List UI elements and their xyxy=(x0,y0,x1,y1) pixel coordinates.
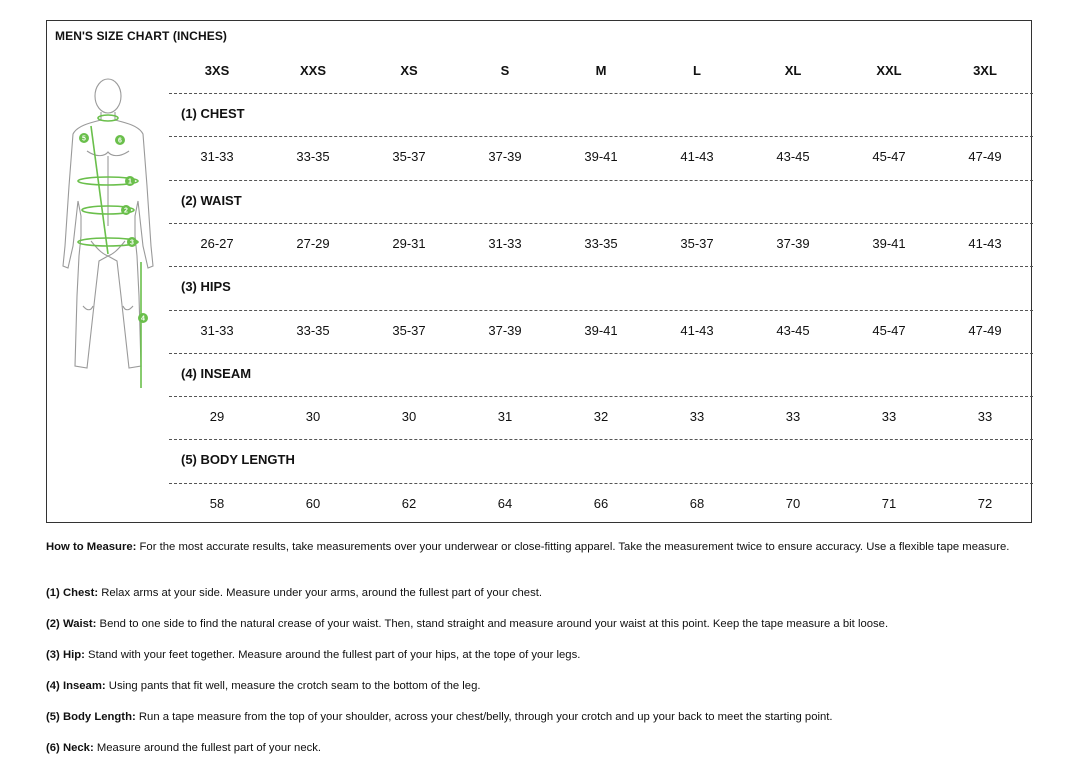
size-value-cell: 37-39 xyxy=(776,235,810,251)
size-value-cell: 30 xyxy=(401,409,417,425)
size-value-cell: 70 xyxy=(785,495,801,511)
size-value-cell: 30 xyxy=(305,409,321,425)
marker-5: 5 xyxy=(82,135,86,143)
size-value-cell: 29-31 xyxy=(392,235,426,251)
size-value-cell: 29 xyxy=(209,409,225,425)
size-value-cell: 64 xyxy=(497,495,513,511)
size-value-cell: 35-37 xyxy=(392,322,426,338)
size-value-cell: 33 xyxy=(785,409,801,425)
note-body-length: (5) Body Length: Run a tape measure from the top of your shoulder, across your chest/belly, through your crotch and up your back to meet the starting point. xyxy=(46,711,833,723)
size-header-xs: XS xyxy=(400,63,418,78)
note-inseam: (4) Inseam: Using pants that fit well, measure the crotch seam to the bottom of the leg. xyxy=(46,680,481,692)
chart-title: MEN'S SIZE CHART (INCHES) xyxy=(55,29,228,43)
size-header-s: S xyxy=(500,63,510,78)
size-value-cell: 39-41 xyxy=(872,235,906,251)
size-header-m: M xyxy=(595,63,607,78)
size-value-cell: 33 xyxy=(689,409,705,425)
note-hip: (3) Hip: Stand with your feet together. Measure around the fullest part of your hips, at the tope of your legs. xyxy=(46,649,581,661)
size-value-cell: 35-37 xyxy=(392,149,426,165)
measure-lines xyxy=(78,115,141,388)
size-value-cell: 26-27 xyxy=(200,235,234,251)
size-value-cell: 43-45 xyxy=(776,149,810,165)
section-label: (2) WAIST xyxy=(181,192,242,208)
size-value-cell: 33 xyxy=(977,409,993,425)
size-value-cell: 58 xyxy=(209,495,225,511)
size-value-cell: 31 xyxy=(497,409,513,425)
marker-1: 1 xyxy=(128,178,132,186)
row-separator xyxy=(169,439,1033,440)
section-label: (3) HIPS xyxy=(181,279,231,295)
size-value-cell: 43-45 xyxy=(776,322,810,338)
note-chest: (1) Chest: Relax arms at your side. Measure under your arms, around the fullest part of your chest. xyxy=(46,587,543,599)
row-separator xyxy=(169,266,1033,267)
size-value-cell: 60 xyxy=(305,495,321,511)
note-waist: (2) Waist: Bend to one side to find the natural crease of your waist. Then, stand straight and measure around your waist at this point. Keep the tape measure a bit loose. xyxy=(46,618,889,630)
row-separator xyxy=(169,93,1033,94)
size-header-3xs: 3XS xyxy=(204,63,230,78)
size-value-cell: 33-35 xyxy=(584,235,618,251)
size-value-cell: 39-41 xyxy=(584,322,618,338)
size-header-xl: XL xyxy=(784,63,802,78)
size-value-cell: 32 xyxy=(593,409,609,425)
size-header-row xyxy=(169,51,1033,91)
note-neck: (6) Neck: Measure around the fullest part of your neck. xyxy=(46,742,322,754)
marker-6: 6 xyxy=(118,137,122,145)
body-outline xyxy=(63,79,153,368)
body-measurement-figure xyxy=(53,76,163,394)
size-value-cell: 37-39 xyxy=(488,149,522,165)
size-header-xxs: XXS xyxy=(299,63,326,78)
section-label: (4) INSEAM xyxy=(181,365,252,381)
size-value-cell: 71 xyxy=(881,495,897,511)
size-header-l: L xyxy=(693,63,701,78)
figure-marker-dots xyxy=(79,133,148,323)
size-value-cell: 45-47 xyxy=(872,149,906,165)
size-value-cell: 31-33 xyxy=(200,322,234,338)
size-header-3xl: 3XL xyxy=(973,63,997,78)
size-value-cell: 27-29 xyxy=(296,235,330,251)
row-separator xyxy=(169,180,1033,181)
size-value-cell: 66 xyxy=(593,495,609,511)
size-value-cell: 68 xyxy=(689,495,705,511)
row-separator xyxy=(169,353,1033,354)
size-value-cell: 41-43 xyxy=(680,322,714,338)
size-chart xyxy=(46,20,1032,523)
size-value-cell: 47-49 xyxy=(968,322,1002,338)
size-value-cell: 39-41 xyxy=(584,149,618,165)
size-value-cell: 33-35 xyxy=(296,149,330,165)
size-value-cell: 35-37 xyxy=(680,235,714,251)
section-label: (5) BODY LENGTH xyxy=(181,452,295,468)
size-value-cell: 31-33 xyxy=(488,235,522,251)
size-value-cell: 41-43 xyxy=(968,235,1002,251)
size-header-xxl: XXL xyxy=(876,63,902,78)
size-value-cell: 41-43 xyxy=(680,149,714,165)
marker-4: 4 xyxy=(141,315,145,323)
marker-2: 2 xyxy=(124,207,128,215)
size-value-cell: 62 xyxy=(401,495,417,511)
size-value-cell: 47-49 xyxy=(968,149,1002,165)
size-value-cell: 31-33 xyxy=(200,149,234,165)
size-value-cell: 37-39 xyxy=(488,322,522,338)
size-value-cell: 45-47 xyxy=(872,322,906,338)
size-value-cell: 72 xyxy=(977,495,993,511)
size-value-cell: 33 xyxy=(881,409,897,425)
note-how-to-measure: How to Measure: For the most accurate results, take measurements over your underwear or close-fitting apparel. Take the measurement twice to ensure accuracy. Use a flexible tape measure. xyxy=(46,541,1010,553)
size-value-cell: 33-35 xyxy=(296,322,330,338)
marker-3: 3 xyxy=(130,239,134,247)
section-label: (1) CHEST xyxy=(181,106,245,121)
